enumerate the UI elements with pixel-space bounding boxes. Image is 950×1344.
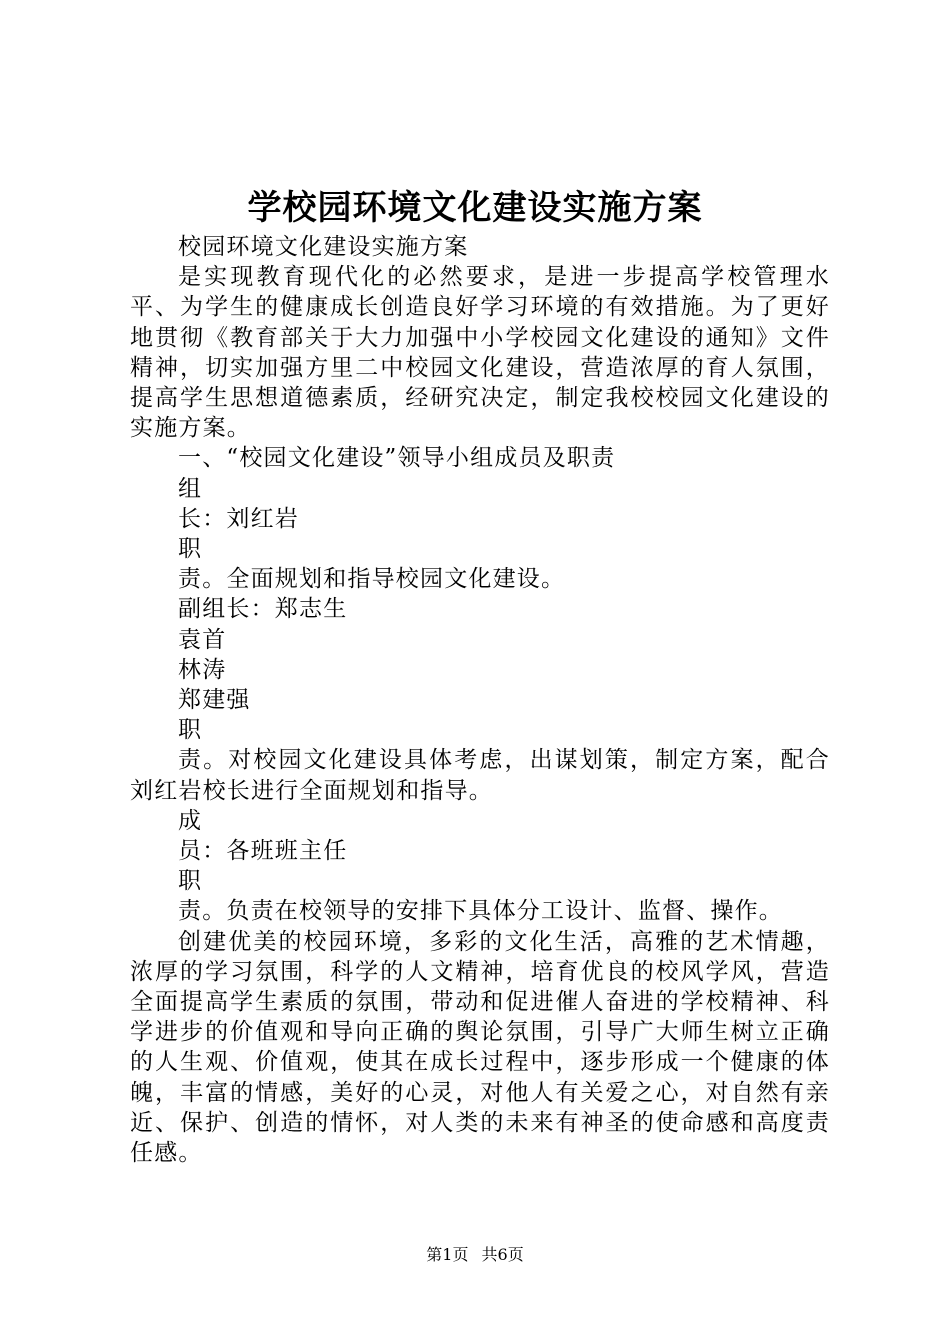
paragraph-line: 责。全面规划和指导校园文化建设。	[178, 566, 566, 593]
paragraph-line: 副组长：郑志生	[178, 596, 348, 623]
paragraph-subtitle: 校园环境文化建设实施方案	[178, 234, 469, 260]
section-heading: 一、“校园文化建设”领导小组成员及职责	[178, 445, 616, 472]
paragraph-line: 林涛	[178, 656, 227, 683]
paragraph-line: 组	[178, 475, 203, 502]
paragraph-line: 员：各班班主任	[178, 838, 348, 865]
paragraph-line: 袁首	[178, 626, 227, 653]
paragraph-line: 郑建强	[178, 687, 251, 714]
paragraph-line: 职	[178, 536, 203, 563]
paragraph-intro: 是实现教育现代化的必然要求，是进一步提高学校管理水平、为学生的健康成长创造良好学习环境的有效措施。为了更好地贯彻《教育部关于大力加强中小学校园文化建设的通知》文件精神，切实加强方里二中校园文化建设，营造浓厚的育人氛围，提高学生思想道德素质，经研究决定，制定我校校园文化建设的实施方案。	[130, 264, 830, 442]
page-number: 第1页	[426, 1245, 469, 1264]
paragraph-duties: 责。对校园文化建设具体考虑，出谋划策，制定方案，配合刘红岩校长进行全面规划和指导。	[130, 747, 830, 804]
paragraph-line: 成	[178, 807, 203, 834]
paragraph-goals: 创建优美的校园环境，多彩的文化生活，高雅的艺术情趣，浓厚的学习氛围，科学的人文精神，培育优良的校风学风，营造全面提高学生素质的氛围，带动和促进催人奋进的学校精神、科学进步的价值观和导向正确的舆论氛围，引导广大师生树立正确的人生观、价值观，使其在成长过程中，逐步形成一个健康的体魄，丰富的情感，美好的心灵，对他人有关爱之心，对自然有亲近、保护、创造的情怀，对人类的未来有神圣的使命感和高度责任感。	[130, 928, 830, 1167]
paragraph-line: 责。负责在校领导的安排下具体分工设计、监督、操作。	[178, 898, 783, 925]
paragraph-line: 职	[178, 868, 203, 895]
paragraph-line: 长：刘红岩	[178, 505, 299, 532]
document-title: 学校园环境文化建设实施方案	[247, 188, 703, 228]
page-footer	[0, 1244, 950, 1266]
document-body	[130, 232, 830, 1168]
page-total: 共6页	[481, 1245, 524, 1264]
paragraph-line: 职	[178, 717, 203, 744]
